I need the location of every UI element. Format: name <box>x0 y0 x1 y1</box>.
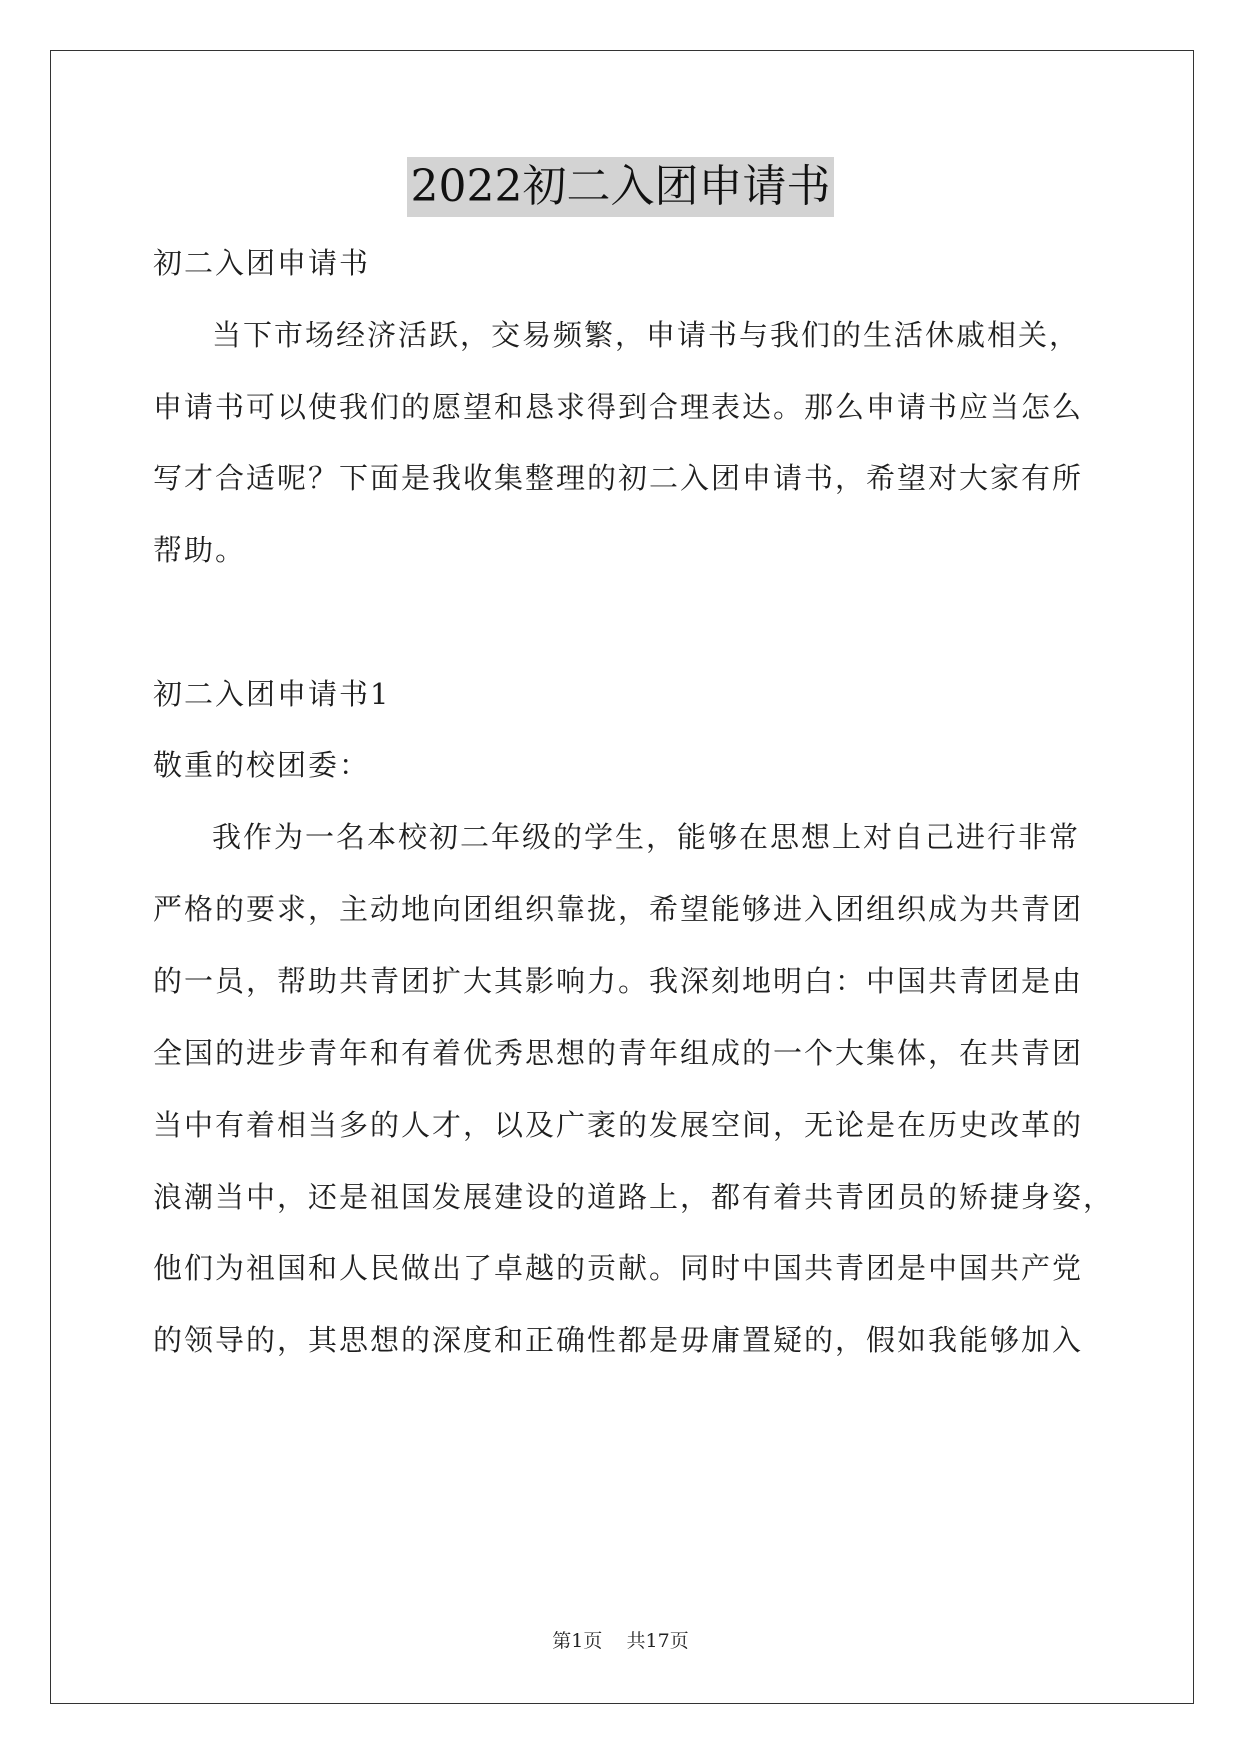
body-line: 写才合适呢？下面是我收集整理的初二入团申请书，希望对大家有所 <box>153 461 1084 495</box>
total-pages-label: 共17页 <box>626 1630 689 1652</box>
body-line: 全国的进步青年和有着优秀思想的青年组成的一个大集体，在共青团 <box>153 1036 1084 1070</box>
current-page-label: 第1页 <box>552 1630 603 1652</box>
document-title: 2022初二入团申请书 <box>407 157 835 217</box>
section-heading: 初二入团申请书1 <box>153 677 391 711</box>
salutation-line: 敬重的校团委： <box>153 748 371 782</box>
body-line: 他们为祖国和人民做出了卓越的贡献。同时中国共青团是中国共产党 <box>153 1251 1084 1285</box>
body-line: 当中有着相当多的人才，以及广袤的发展空间，无论是在历史改革的 <box>153 1108 1084 1142</box>
page-border <box>50 50 1194 1704</box>
body-line: 我作为一名本校初二年级的学生，能够在思想上对自己进行非常 <box>212 820 1081 854</box>
subtitle-line: 初二入团申请书 <box>153 246 371 280</box>
body-line: 严格的要求，主动地向团组织靠拢，希望能够进入团组织成为共青团 <box>153 892 1084 926</box>
body-line: 申请书可以使我们的愿望和恳求得到合理表达。那么申请书应当怎么 <box>153 390 1084 424</box>
body-line: 帮助。 <box>153 533 247 567</box>
title-container <box>0 157 1241 217</box>
body-line: 的一员，帮助共青团扩大其影响力。我深刻地明白：中国共青团是由 <box>153 964 1084 998</box>
body-line: 浪潮当中，还是祖国发展建设的道路上，都有着共青团员的矫捷身姿， <box>153 1180 1115 1214</box>
body-line: 的领导的，其思想的深度和正确性都是毋庸置疑的，假如我能够加入 <box>153 1323 1084 1357</box>
page-footer <box>0 1626 1241 1653</box>
body-line: 当下市场经济活跃，交易频繁，申请书与我们的生活休戚相关， <box>212 318 1081 352</box>
